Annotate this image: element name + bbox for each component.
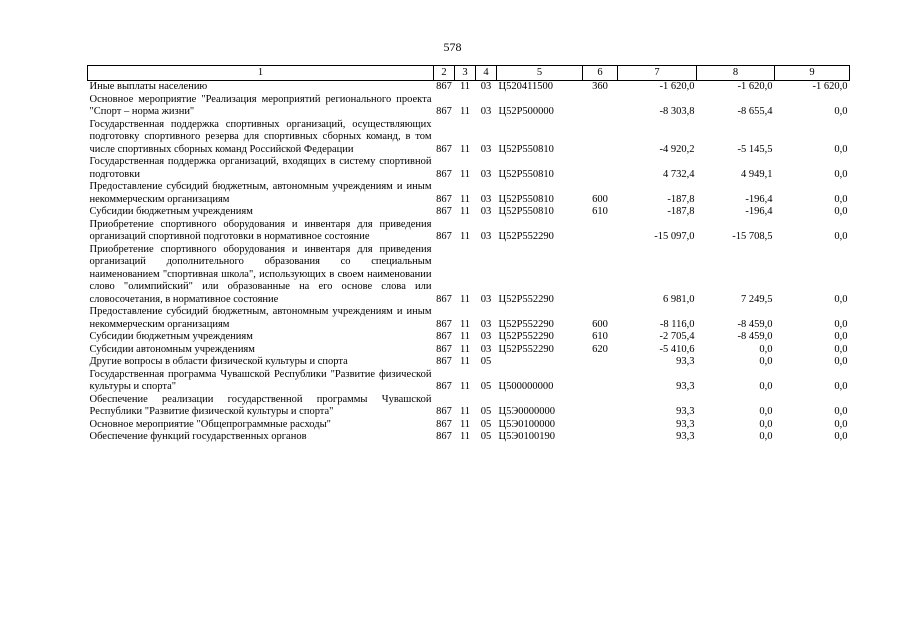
- cell-grbs: 867: [436, 343, 452, 355]
- table-row: [88, 344, 850, 357]
- cell-subsection: 03: [480, 193, 492, 205]
- cell-amount-2: 4 949,1: [741, 168, 773, 180]
- cell-subsection: 05: [480, 406, 492, 417]
- row-name: Субсидии бюджетным учреждениям: [89, 206, 253, 217]
- cell-amount-1: 93,3: [676, 406, 695, 417]
- cell-subsection: 03: [480, 106, 492, 117]
- cell-target-article: Ц52P550810: [498, 143, 554, 155]
- header-cell: 2: [434, 66, 455, 81]
- cell-grbs: 867: [436, 106, 452, 117]
- header-cell: 4: [476, 66, 497, 81]
- cell-amount-3: 0,0: [834, 106, 848, 117]
- cell-amount-3: 0,0: [834, 331, 848, 342]
- table-row: [88, 394, 850, 419]
- cell-amount-3: -1 620,0: [812, 81, 848, 92]
- cell-section: 11: [459, 406, 471, 417]
- cell-section: 11: [459, 381, 471, 392]
- cell-amount-1: -15 097,0: [654, 231, 695, 242]
- cell-amount-1: -4 920,2: [659, 143, 695, 155]
- cell-subsection: 03: [480, 293, 492, 305]
- cell-amount-2: 0,0: [759, 356, 773, 367]
- cell-expense-type: [583, 94, 618, 119]
- cell-amount-3: 0,0: [834, 356, 848, 367]
- cell-target-article: Ц52P552290: [498, 231, 554, 242]
- row-name: Обеспечение реализации государственной программы Чувашской Республики "Развитие физической культуры и спорта": [89, 393, 432, 417]
- cell-amount-2: 0,0: [759, 406, 773, 417]
- cell-subsection: 03: [480, 318, 492, 330]
- cell-expense-type: 360: [592, 81, 608, 92]
- cell-amount-3: 0,0: [834, 318, 848, 330]
- cell-amount-3: 0,0: [834, 293, 848, 305]
- cell-amount-3: 0,0: [834, 431, 848, 442]
- cell-amount-2: -8 655,4: [737, 106, 773, 117]
- cell-expense-type: 600: [592, 318, 608, 330]
- table-row: [88, 431, 850, 444]
- cell-amount-3: 0,0: [834, 206, 848, 217]
- cell-target-article: Ц52P550810: [498, 193, 554, 205]
- cell-target-article: Ц52P550810: [498, 206, 554, 217]
- header-cell: 6: [583, 66, 618, 81]
- table-row: [88, 94, 850, 119]
- cell-subsection: 03: [480, 331, 492, 342]
- cell-amount-2: 0,0: [759, 431, 773, 442]
- cell-amount-3: 0,0: [834, 193, 848, 205]
- cell-expense-type: 610: [592, 331, 608, 342]
- header-cell: 5: [497, 66, 583, 81]
- cell-amount-2: -5 145,5: [737, 143, 773, 155]
- cell-amount-2: -15 708,5: [732, 231, 773, 242]
- cell-expense-type: [583, 419, 618, 432]
- budget-table: [87, 65, 850, 444]
- cell-target-article: Ц5Э0000000: [498, 406, 556, 417]
- cell-target-article: [497, 356, 583, 369]
- cell-grbs: 867: [436, 418, 452, 430]
- cell-amount-2: 0,0: [759, 381, 773, 392]
- cell-section: 11: [459, 106, 471, 117]
- cell-grbs: 867: [436, 406, 452, 417]
- cell-grbs: 867: [436, 356, 452, 367]
- cell-grbs: 867: [436, 231, 452, 242]
- cell-grbs: 867: [436, 431, 452, 442]
- cell-section: 11: [459, 168, 471, 180]
- cell-amount-1: 93,3: [676, 381, 695, 392]
- cell-amount-3: 0,0: [834, 143, 848, 155]
- cell-target-article: Ц52P500000: [498, 106, 554, 117]
- table-header: [88, 66, 850, 81]
- cell-expense-type: 620: [592, 343, 608, 355]
- cell-amount-1: 93,3: [676, 418, 695, 430]
- cell-amount-3: 0,0: [834, 418, 848, 430]
- header-cell: 7: [618, 66, 697, 81]
- cell-grbs: 867: [436, 168, 452, 180]
- cell-subsection: 03: [480, 206, 492, 217]
- cell-grbs: 867: [436, 318, 452, 330]
- row-name: Субсидии автономным учреждениям: [89, 343, 255, 355]
- cell-amount-1: -8 303,8: [659, 106, 695, 117]
- cell-expense-type: 610: [592, 206, 608, 217]
- cell-amount-3: 0,0: [834, 381, 848, 392]
- cell-amount-2: 0,0: [759, 418, 773, 430]
- cell-target-article: Ц52P552290: [498, 318, 554, 330]
- cell-amount-1: -5 410,6: [659, 343, 695, 355]
- cell-section: 11: [459, 81, 471, 92]
- row-name: Основное мероприятие "Общепрограммные расходы": [89, 418, 331, 430]
- table-row: [88, 331, 850, 344]
- cell-subsection: 03: [480, 168, 492, 180]
- table-row: [88, 156, 850, 181]
- table-row: [88, 181, 850, 206]
- cell-target-article: Ц52P552290: [498, 331, 554, 342]
- cell-amount-3: 0,0: [834, 343, 848, 355]
- row-name: Обеспечение функций государственных органов: [89, 431, 307, 442]
- cell-amount-3: 0,0: [834, 406, 848, 417]
- table-row: [88, 419, 850, 432]
- cell-grbs: 867: [436, 293, 452, 305]
- cell-subsection: 05: [480, 431, 492, 442]
- row-name: Государственная поддержка организаций, входящих в систему спортивной подготовки: [89, 156, 432, 180]
- row-name: Основное мероприятие "Реализация мероприятий регионального проекта "Спорт – норма жизни": [89, 93, 432, 117]
- cell-amount-1: -187,8: [667, 193, 695, 205]
- cell-amount-2: -8 459,0: [737, 331, 773, 342]
- cell-grbs: 867: [436, 381, 452, 392]
- cell-amount-1: 4 732,4: [663, 168, 695, 180]
- row-name: Субсидии бюджетным учреждениям: [89, 331, 253, 342]
- table-row: [88, 81, 850, 94]
- cell-expense-type: [583, 219, 618, 244]
- table-row: [88, 306, 850, 331]
- cell-grbs: 867: [436, 143, 452, 155]
- cell-subsection: 05: [480, 418, 492, 430]
- row-name: Предоставление субсидий бюджетным, автономным учреждениям и иным некоммерческим организациям: [89, 306, 432, 330]
- cell-section: 11: [459, 318, 471, 330]
- row-name: Другие вопросы в области физической культуры и спорта: [89, 356, 348, 367]
- cell-subsection: 05: [480, 381, 492, 392]
- cell-section: 11: [459, 293, 471, 305]
- cell-target-article: Ц500000000: [498, 381, 554, 392]
- cell-section: 11: [459, 331, 471, 342]
- table-row: [88, 219, 850, 244]
- cell-expense-type: [583, 356, 618, 369]
- cell-amount-2: -1 620,0: [737, 81, 773, 92]
- cell-section: 11: [459, 356, 471, 367]
- cell-amount-2: -196,4: [745, 206, 773, 217]
- table-row: [88, 206, 850, 219]
- cell-expense-type: [583, 156, 618, 181]
- cell-grbs: 867: [436, 206, 452, 217]
- table-row: [88, 356, 850, 369]
- cell-expense-type: [583, 119, 618, 157]
- cell-target-article: Ц52P550810: [498, 168, 554, 180]
- cell-section: 11: [459, 206, 471, 217]
- cell-expense-type: [583, 369, 618, 394]
- cell-section: 11: [459, 193, 471, 205]
- header-cell: 3: [455, 66, 476, 81]
- cell-subsection: 03: [480, 343, 492, 355]
- cell-target-article: Ц520411500: [498, 81, 553, 92]
- cell-section: 11: [459, 431, 471, 442]
- cell-amount-1: -8 116,0: [659, 318, 695, 330]
- cell-expense-type: [583, 394, 618, 419]
- cell-amount-1: -187,8: [667, 206, 695, 217]
- table-row: [88, 119, 850, 157]
- cell-amount-2: -8 459,0: [737, 318, 773, 330]
- header-cell: 9: [775, 66, 850, 81]
- cell-amount-1: -2 705,4: [659, 331, 695, 342]
- cell-target-article: Ц52P552290: [498, 343, 554, 355]
- cell-section: 11: [459, 143, 471, 155]
- cell-section: 11: [459, 231, 471, 242]
- page-number: 578: [443, 40, 462, 54]
- cell-grbs: 867: [436, 331, 452, 342]
- cell-section: 11: [459, 418, 471, 430]
- table-body: [88, 81, 850, 444]
- cell-amount-1: 93,3: [676, 431, 695, 442]
- cell-target-article: Ц5Э0100000: [498, 418, 556, 430]
- cell-target-article: Ц52P552290: [498, 293, 554, 305]
- cell-expense-type: [583, 244, 618, 307]
- cell-amount-1: 6 981,0: [663, 293, 695, 305]
- cell-expense-type: 600: [592, 193, 608, 205]
- cell-grbs: 867: [436, 81, 452, 92]
- cell-grbs: 867: [436, 193, 452, 205]
- row-name: Приобретение спортивного оборудования и инвентаря для приведения организаций дополнительного образования со специальным наименованием "спортивная школа", использующих в своем наименовании слово "олимпийский" или образованные на его основе слова или словосочетания, в нормативное состояние: [89, 243, 432, 305]
- table-row: [88, 244, 850, 307]
- row-name: Государственная поддержка спортивных организаций, осуществляющих подготовку спортивного резерва для спортивных сборных команд, в том числе спортивных сборных команд Российской Федерации: [89, 118, 432, 155]
- cell-subsection: 03: [480, 231, 492, 242]
- cell-amount-1: 93,3: [676, 356, 695, 367]
- row-name: Предоставление субсидий бюджетным, автономным учреждениям и иным некоммерческим организациям: [89, 181, 432, 205]
- cell-amount-1: -1 620,0: [659, 81, 695, 92]
- cell-subsection: 05: [480, 356, 492, 367]
- row-name: Государственная программа Чувашской Республики "Развитие физической культуры и спорта": [89, 368, 432, 392]
- cell-amount-2: 0,0: [759, 343, 773, 355]
- cell-section: 11: [459, 343, 471, 355]
- table-row: [88, 369, 850, 394]
- cell-subsection: 03: [480, 143, 492, 155]
- row-name: Приобретение спортивного оборудования и инвентаря для приведения организаций спортивной подготовки в нормативное состояние: [89, 218, 432, 242]
- cell-amount-3: 0,0: [834, 168, 848, 180]
- cell-amount-3: 0,0: [834, 231, 848, 242]
- cell-expense-type: [583, 431, 618, 444]
- cell-amount-2: -196,4: [745, 193, 773, 205]
- header-cell: 8: [697, 66, 775, 81]
- row-name: Иные выплаты населению: [89, 81, 208, 92]
- cell-subsection: 03: [480, 81, 492, 92]
- cell-target-article: Ц5Э0100190: [498, 431, 556, 442]
- header-cell: 1: [88, 66, 434, 81]
- cell-amount-2: 7 249,5: [741, 293, 773, 305]
